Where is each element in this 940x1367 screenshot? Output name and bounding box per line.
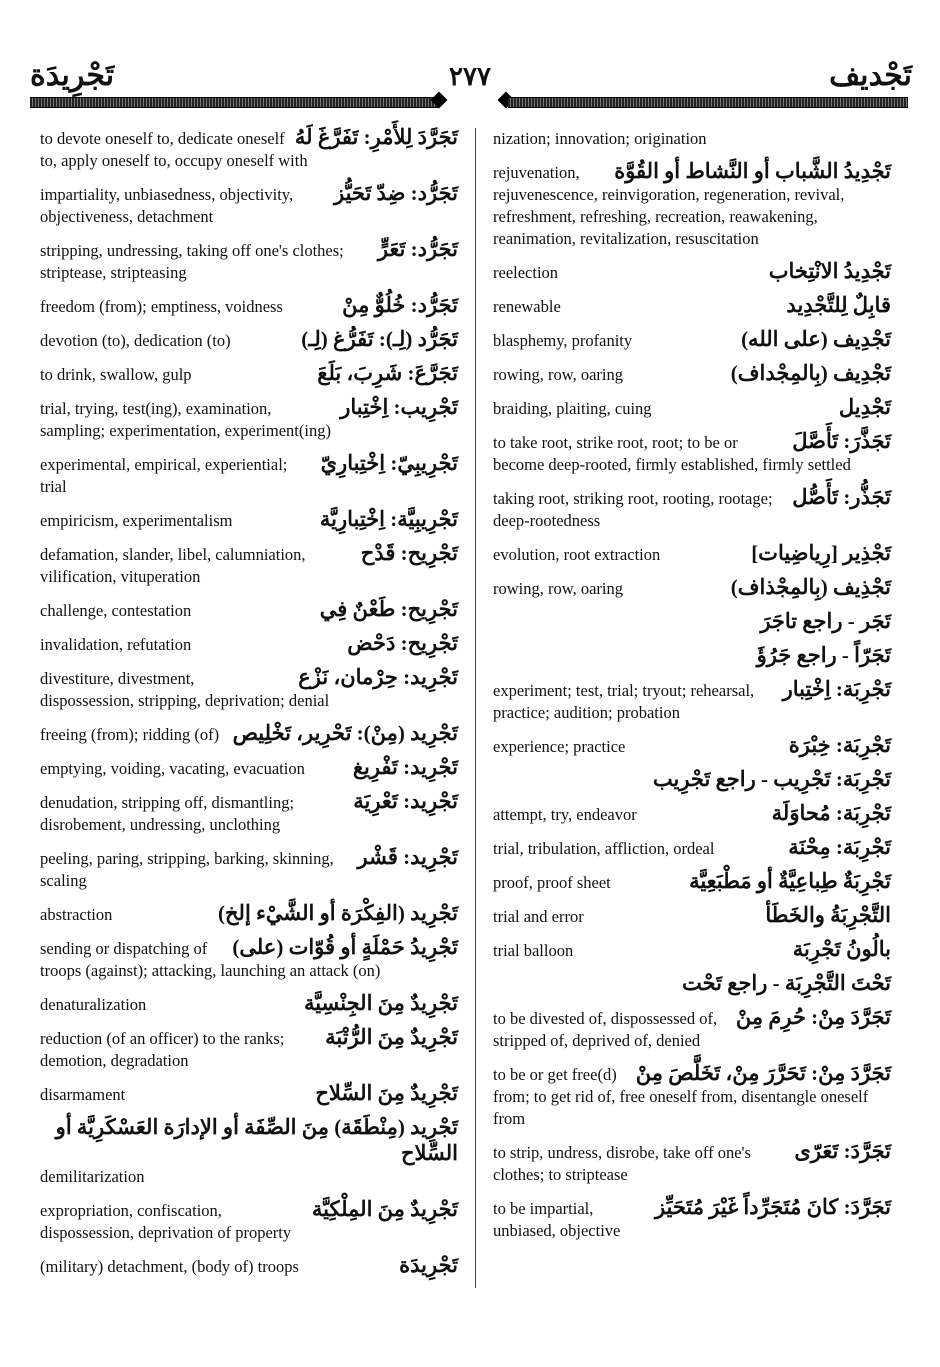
english-definition: peeling, paring, stripping, barking, skinning, scaling xyxy=(40,849,334,890)
dictionary-entry xyxy=(493,429,891,476)
dictionary-entry xyxy=(40,1025,458,1072)
dictionary-entry xyxy=(40,901,458,926)
arabic-headword: تَجْرِيدٌ مِنَ الجِنْسِيَّة xyxy=(303,991,458,1015)
english-definition: braiding, plaiting, cuing xyxy=(493,399,652,418)
arabic-headword: تَجْدِيدُ الشَّباب أو النَّشاط أو القُوَّة xyxy=(614,159,891,183)
dictionary-entry xyxy=(40,935,458,982)
english-definition: denaturalization xyxy=(40,995,147,1014)
dictionary-entry xyxy=(40,395,458,442)
right-guide-word: تَجْديف xyxy=(829,59,912,92)
english-definition: rejuvenation, rejuvenescence, reinvigoration, regeneration, revival, refreshment, refreshing, recreation, reawakening, reanimation, revitalization, resuscitation xyxy=(493,163,845,248)
arabic-headword: تَجْدِيف (على الله) xyxy=(741,327,891,351)
english-definition: abstraction xyxy=(40,905,113,924)
arabic-headword: تَجَرَّعَ: شَرِبَ، بَلَعَ xyxy=(317,361,458,385)
english-definition: denudation, stripping off, dismantling; disrobement, undressing, unclothing xyxy=(40,793,295,834)
arabic-headword: تَجْرِيدَة xyxy=(399,1253,458,1277)
arabic-headword: تَجْذِيف (بِالمِجْذاف) xyxy=(730,575,891,599)
arabic-headword: تَجْرِبَةٌ طِباعِيَّةٌ أو مَطْبَعِيَّة xyxy=(689,869,891,893)
dictionary-entry xyxy=(40,451,458,498)
header-rule-left xyxy=(30,97,438,108)
arabic-headword: تَجَرَّدَ مِنْ: حُرِمَ مِنْ xyxy=(735,1005,891,1029)
arabic-headword: تَجْرِيح: قَدْح xyxy=(360,541,458,565)
english-definition: sending or dispatching of troops (against); attacking, launching an attack (on) xyxy=(40,939,381,980)
arabic-headword: تَجْدِيدُ الانْتِخاب xyxy=(768,259,891,283)
english-definition: blasphemy, profanity xyxy=(493,331,633,350)
arabic-headword: تَجْرِيد: تَعْرِيَة xyxy=(353,789,458,813)
dictionary-entry xyxy=(40,1115,458,1188)
header-rule-right xyxy=(508,97,908,108)
english-definition: impartiality, unbiasedness, objectivity, objectiveness, detachment xyxy=(40,185,294,226)
arabic-headword: تَجَرَّدَ لِلأَمْرِ: تَفَرَّغَ لَهُ xyxy=(294,125,458,149)
english-definition: trial and error xyxy=(493,907,584,926)
arabic-headword: تَجْرِيدٌ مِنَ المِلْكِيَّة xyxy=(311,1197,458,1221)
arabic-headword: تَجَرَّدَ: كانَ مُتَجَرِّداً غَيْرَ مُتَحَيِّز xyxy=(654,1195,891,1219)
arabic-headword: تَجْرِيدٌ مِنَ الرُّتْبَة xyxy=(325,1025,458,1049)
page-header xyxy=(0,56,940,106)
dictionary-entry xyxy=(493,485,891,532)
english-definition: reduction (of an officer) to the ranks; demotion, degradation xyxy=(40,1029,285,1070)
english-definition: trial, tribulation, affliction, ordeal xyxy=(493,839,715,858)
english-definition: disarmament xyxy=(40,1085,126,1104)
arabic-headword: تَجْرِيد: قَشْر xyxy=(357,845,458,869)
dictionary-entry xyxy=(493,903,891,928)
english-definition: experimental, empirical, experiential; trial xyxy=(40,455,288,496)
arabic-headword: تَجْرِبَة: تَجْرِيب - راجع تَجْرِيب xyxy=(652,767,891,791)
dictionary-entry xyxy=(493,835,891,860)
dictionary-entry xyxy=(493,677,891,724)
arabic-headword: تَجْرِيح: دَحْض xyxy=(347,631,458,655)
english-definition: renewable xyxy=(493,297,561,316)
arabic-headword: تَجْرِيدٌ مِنَ السِّلاح xyxy=(315,1081,458,1105)
dictionary-entry xyxy=(493,159,891,250)
arabic-headword: تَجَرّاً - راجع جَرُؤَ xyxy=(756,643,891,667)
english-definition: to be impartial, unbiased, objective xyxy=(493,1199,621,1240)
arabic-headword: تَجَر - راجع تاجَرَ xyxy=(760,609,891,633)
english-definition: to be divested of, dispossessed of, stripped of, deprived of, denied xyxy=(493,1009,718,1050)
arabic-headword: تَحْتَ التَّجْرِبَة - راجع تَحْت xyxy=(682,971,891,995)
arabic-headword: تَجْرِيح: طَعْنٌ فِي xyxy=(319,597,458,621)
dictionary-entry xyxy=(493,575,891,600)
english-definition: challenge, contestation xyxy=(40,601,192,620)
dictionary-entry xyxy=(40,1081,458,1106)
english-definition: demilitarization xyxy=(40,1167,145,1186)
dictionary-entry xyxy=(40,125,458,172)
arabic-headword: تَجْذِير [رِياضِيات] xyxy=(751,541,891,565)
dictionary-entry xyxy=(40,1197,458,1244)
arabic-headword: تَجْرِبَة: خِبْرَة xyxy=(788,733,891,757)
english-definition: to strip, undress, disrobe, take off one's clothes; to striptease xyxy=(493,1143,751,1184)
english-definition: rowing, row, oaring xyxy=(493,365,623,384)
dictionary-entry xyxy=(493,361,891,386)
arabic-headword: تَجْرِيد (الفِكْرَة أو الشَّيْء إلخ) xyxy=(218,901,458,925)
dictionary-entry xyxy=(493,971,891,996)
dictionary-entry xyxy=(40,361,458,386)
english-definition: freedom (from); emptiness, voidness xyxy=(40,297,283,316)
english-definition: to drink, swallow, gulp xyxy=(40,365,192,384)
arabic-headword: تَجَرَّدَ: تَعَرّى xyxy=(794,1139,891,1163)
arabic-headword: بالُونُ تَجْرِبَة xyxy=(792,937,891,961)
dictionary-entry xyxy=(40,845,458,892)
dictionary-entry xyxy=(493,1195,891,1242)
arabic-headword: تَجَرُّد (لِـ): تَفَرُّغ (لِـ) xyxy=(301,327,458,351)
english-definition: attempt, try, endeavor xyxy=(493,805,637,824)
arabic-headword: تَجَرُّد: ضِدّ تَحَيُّز xyxy=(333,181,458,205)
dictionary-entry xyxy=(493,767,891,792)
arabic-headword: تَجْرِيبِيّ: اِخْتِبارِيّ xyxy=(320,451,458,475)
english-definition: to devote oneself to, dedicate oneself to, apply oneself to, occupy oneself with xyxy=(40,129,308,170)
arabic-headword: تَجْرِيد (مِنْطَقَة) مِنَ الصِّفَة أو الإدارَة العَسْكَرِيَّة أو السِّلاح xyxy=(55,1115,458,1165)
english-definition: defamation, slander, libel, calumniation, vilification, vituperation xyxy=(40,545,306,586)
english-definition: evolution, root extraction xyxy=(493,545,661,564)
page-number: ٢٧٧ xyxy=(449,62,491,91)
dictionary-entry xyxy=(40,237,458,284)
arabic-headword: تَجْدِيل xyxy=(838,395,891,419)
dictionary-entry xyxy=(493,395,891,420)
english-definition: experiment; test, trial; tryout; rehearsal, practice; audition; probation xyxy=(493,681,755,722)
arabic-headword: تَجَرُّد: تَعَرٍّ xyxy=(377,237,458,261)
dictionary-entry xyxy=(493,643,891,668)
left-column xyxy=(40,125,458,1290)
english-definition: expropriation, confiscation, dispossession, deprivation of property xyxy=(40,1201,292,1242)
arabic-headword: تَجْرِبَة: مِحْنَة xyxy=(788,835,891,859)
dictionary-entry xyxy=(493,1139,891,1186)
dictionary-entry xyxy=(40,597,458,622)
arabic-headword: تَجْرِبَة: اِخْتِبار xyxy=(782,677,891,701)
english-definition: freeing (from); ridding (of) xyxy=(40,725,220,744)
dictionary-entry xyxy=(40,181,458,228)
dictionary-entry xyxy=(40,789,458,836)
english-definition: stripping, undressing, taking off one's clothes; striptease, stripteasing xyxy=(40,241,344,282)
dictionary-entry xyxy=(40,293,458,318)
dictionary-entry xyxy=(40,631,458,656)
arabic-headword: تَجَذَّرَ: تَأَصَّلَ xyxy=(792,429,891,453)
arabic-headword: التَّجْرِبَةُ والخَطَأ xyxy=(765,903,891,927)
left-guide-word: تَجْرِيدَة xyxy=(30,59,115,92)
arabic-headword: تَجَرَّدَ مِنْ: تَحَرَّرَ مِنْ، تَخَلَّصَ مِنْ xyxy=(635,1061,891,1085)
arabic-headword: تَجْدِيف (بِالمِجْداف) xyxy=(730,361,891,385)
english-definition: emptying, voiding, vacating, evacuation xyxy=(40,759,305,778)
english-definition: divestiture, divestment, dispossession, stripping, deprivation; denial xyxy=(40,669,330,710)
dictionary-entry xyxy=(493,869,891,894)
english-definition: reelection xyxy=(493,263,559,282)
dictionary-entry xyxy=(40,991,458,1016)
english-definition: to be or get free(d) from; to get rid of, free oneself from, disentangle oneself from xyxy=(493,1065,869,1128)
english-definition: rowing, row, oaring xyxy=(493,579,623,598)
english-definition: trial, trying, test(ing), examination, sampling; experimentation, experiment(ing) xyxy=(40,399,331,440)
dictionary-entry xyxy=(40,1253,458,1278)
dictionary-entry xyxy=(493,937,891,962)
column-divider xyxy=(475,128,476,1288)
dictionary-entry xyxy=(493,128,891,150)
dictionary-entry xyxy=(493,293,891,318)
dictionary-entry xyxy=(40,327,458,352)
arabic-headword: تَجَرُّد: خُلُوٌّ مِنْ xyxy=(342,293,458,317)
english-definition: devotion (to), dedication (to) xyxy=(40,331,231,350)
arabic-headword: تَجْرِيد: حِرْمان، نَزْع xyxy=(298,665,458,689)
arabic-headword: تَجْرِيبِيَّة: اِخْتِبارِيَّة xyxy=(319,507,458,531)
arabic-headword: تَجْرِيد: تَفْرِيغ xyxy=(352,755,458,779)
arabic-headword: تَجْرِيدُ حَمْلَةٍ أو قُوّات (على) xyxy=(232,935,458,959)
english-definition: to take root, strike root, root; to be or become deep-rooted, firmly established, firmly settled xyxy=(493,433,851,474)
dictionary-entry xyxy=(493,801,891,826)
english-definition: invalidation, refutation xyxy=(40,635,192,654)
dictionary-entry xyxy=(493,327,891,352)
dictionary-entry xyxy=(493,541,891,566)
dictionary-entry xyxy=(40,755,458,780)
english-definition: proof, proof sheet xyxy=(493,873,611,892)
english-definition: trial balloon xyxy=(493,941,574,960)
english-definition: taking root, striking root, rooting, rootage; deep-rootedness xyxy=(493,489,773,530)
dictionary-entry xyxy=(40,721,458,746)
dictionary-entry xyxy=(493,1061,891,1130)
dictionary-entry xyxy=(40,507,458,532)
arabic-headword: تَجْرِبَة: مُحاوَلَة xyxy=(771,801,891,825)
right-column xyxy=(493,128,891,1254)
arabic-headword: تَجْرِيد (مِنْ): تَحْرِير، تَخْلِيص xyxy=(232,721,458,745)
arabic-headword: قابِلٌ لِلتَّجْدِيد xyxy=(786,293,891,317)
dictionary-entry xyxy=(40,665,458,712)
dictionary-entry xyxy=(493,733,891,758)
arabic-headword: تَجَذُّر: تَأَصُّل xyxy=(792,485,891,509)
dictionary-entry xyxy=(493,1005,891,1052)
english-definition: experience; practice xyxy=(493,737,626,756)
dictionary-entry xyxy=(40,541,458,588)
english-definition: empiricism, experimentalism xyxy=(40,511,233,530)
dictionary-entry xyxy=(493,609,891,634)
arabic-headword: تَجْرِيب: اِخْتِبار xyxy=(340,395,458,419)
english-definition: (military) detachment, (body of) troops xyxy=(40,1257,299,1276)
english-definition: nization; innovation; origination xyxy=(493,129,707,148)
dictionary-entry xyxy=(493,259,891,284)
